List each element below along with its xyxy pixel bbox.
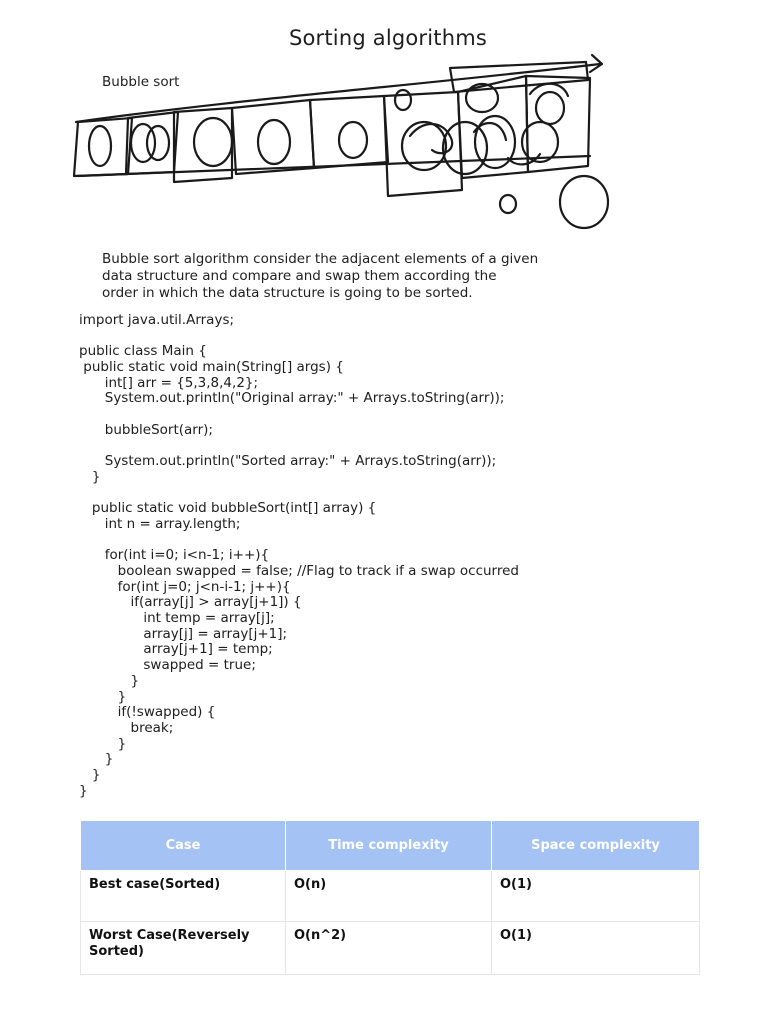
code-line: } [79,766,101,783]
code-line [79,486,719,502]
code-line [79,329,719,345]
page-title: Sorting algorithms [288,26,488,50]
code-line: } [79,735,127,752]
code-line: array[j] = array[j+1]; [79,625,288,642]
code-line: array[j+1] = temp; [79,641,273,658]
table-header-row [81,821,700,871]
code-line: int temp = array[j]; [79,610,275,627]
table-row [81,922,700,975]
code-line: int n = array.length; [79,515,241,532]
section-heading: Bubble sort [102,74,180,90]
description-line: order in which the data structure is going to be sorted. [102,285,473,301]
code-line: break; [79,719,174,736]
code-line: public static void main(String[] args) { [79,359,344,376]
code-line: } [79,782,88,799]
table-cell: Worst Case(Reversely Sorted) [81,922,286,975]
column-header-time: Time complexity [286,821,492,871]
table-cell: O(1) [492,922,700,975]
code-line: for(int j=0; j<n-i-1; j++){ [79,578,291,595]
complexity-table [80,820,700,975]
code-line: if(array[j] > array[j+1]) { [79,594,302,611]
code-line: } [79,688,127,705]
table-row [81,871,700,922]
code-line: public class Main { [79,343,207,360]
code-line: } [79,672,140,689]
bubble-sort-hand-drawing [70,50,690,230]
code-line: public static void bubbleSort(int[] array) { [79,500,377,517]
code-line: bubbleSort(arr); [79,421,213,438]
code-line: swapped = true; [79,657,256,674]
code-line: if(!swapped) { [79,704,216,721]
code-line: System.out.println("Sorted array:" + Arrays.toString(arr)); [79,453,497,470]
code-line: import java.util.Arrays; [79,312,235,328]
code-line: for(int i=0; i<n-1; i++){ [79,547,270,564]
code-line: } [79,751,114,768]
description-line: data structure and compare and swap them according the [102,268,497,284]
code-line [79,533,719,549]
table-cell: Best case(Sorted) [81,871,286,922]
description [102,251,702,302]
column-header-case: Case [81,821,286,871]
code-line: boolean swapped = false; //Flag to track if a swap occurred [79,563,520,579]
code-line [79,439,719,455]
description-line: Bubble sort algorithm consider the adjacent elements of a given [102,251,539,267]
table-cell: O(1) [492,871,700,922]
code-line: int[] arr = {5,3,8,4,2}; [79,374,259,391]
table-cell: O(n) [286,871,492,922]
column-header-space: Space complexity [492,821,700,871]
table-cell: O(n^2) [286,922,492,975]
code-line: System.out.println("Original array:" + Arrays.toString(arr)); [79,390,505,407]
code-line [79,407,719,423]
code-line: } [79,468,101,485]
code-block [79,313,719,799]
